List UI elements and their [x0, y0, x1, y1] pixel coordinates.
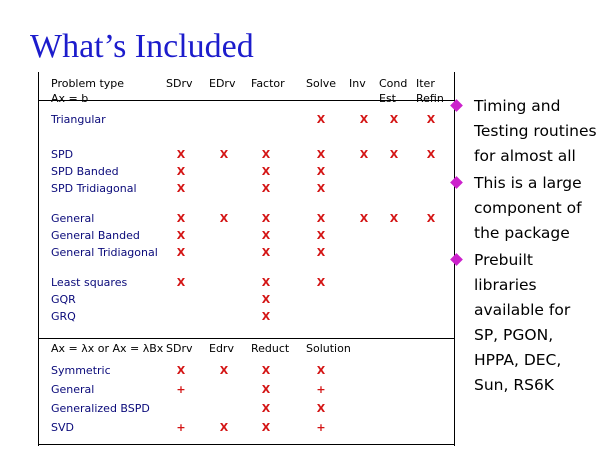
table-bottom-rule [39, 444, 454, 445]
row-label: SPD Tridiagonal [51, 182, 137, 195]
support-mark: X [219, 364, 229, 377]
bullet-item [450, 171, 598, 246]
support-mark: X [359, 148, 369, 161]
bullet-list [450, 94, 598, 400]
row-label: SPD Banded [51, 165, 119, 178]
support-mark: X [316, 165, 326, 178]
support-mark: X [176, 276, 186, 289]
support-mark: X [261, 276, 271, 289]
column-header: Solution [306, 342, 351, 355]
support-mark: + [316, 383, 326, 396]
support-mark: X [261, 310, 271, 323]
support-mark: X [426, 212, 436, 225]
support-mark: X [261, 148, 271, 161]
support-mark: X [176, 246, 186, 259]
support-mark: X [316, 113, 326, 126]
support-mark: X [426, 113, 436, 126]
bullet-text: Prebuilt libraries available for SP, PGON, HPPA, DEC, Sun, RS6K [474, 251, 571, 394]
column-header: SDrv [166, 77, 193, 90]
support-mark: X [261, 402, 271, 415]
support-mark: X [261, 383, 271, 396]
support-mark: X [261, 421, 271, 434]
eigen-problem-header: Ax = λx or Ax = λBx [51, 342, 164, 355]
support-mark: X [261, 212, 271, 225]
support-mark: + [176, 383, 186, 396]
support-mark: X [389, 148, 399, 161]
row-label: General [51, 212, 95, 225]
support-mark: X [316, 182, 326, 195]
support-mark: X [219, 421, 229, 434]
column-header: Edrv [209, 342, 234, 355]
bullet-item [450, 94, 598, 169]
column-header: Reduct [251, 342, 290, 355]
support-mark: X [316, 212, 326, 225]
column-header: Factor [251, 77, 285, 90]
bullet-text: Timing and Testing routines for almost all [474, 97, 597, 165]
support-mark: X [426, 148, 436, 161]
support-mark: X [359, 212, 369, 225]
slide-title: What’s Included [30, 28, 254, 65]
row-label: General Banded [51, 229, 140, 242]
problem-type-sub: Ax = b [51, 92, 89, 105]
support-mark: X [176, 165, 186, 178]
column-header: Iter [416, 77, 435, 90]
row-label: GRQ [51, 310, 76, 323]
support-mark: X [316, 364, 326, 377]
support-mark: X [389, 212, 399, 225]
support-mark: X [176, 364, 186, 377]
column-header: Cond [379, 77, 408, 90]
column-header-line2: Refin [416, 92, 444, 105]
row-label: GQR [51, 293, 76, 306]
column-header: EDrv [209, 77, 236, 90]
support-mark: X [176, 148, 186, 161]
diamond-bullet-icon [450, 176, 463, 189]
row-label: Symmetric [51, 364, 111, 377]
support-mark: X [176, 212, 186, 225]
support-mark: X [316, 246, 326, 259]
column-header: Inv [349, 77, 366, 90]
problem-type-header: Problem type [51, 77, 125, 90]
support-mark: X [219, 148, 229, 161]
support-mark: X [261, 364, 271, 377]
support-mark: X [261, 165, 271, 178]
diamond-bullet-icon [450, 99, 463, 112]
support-mark: X [389, 113, 399, 126]
support-mark: X [219, 212, 229, 225]
row-label: Triangular [51, 113, 106, 126]
support-mark: X [261, 182, 271, 195]
diamond-bullet-icon [450, 253, 463, 266]
support-mark: + [316, 421, 326, 434]
support-mark: X [176, 229, 186, 242]
support-mark: X [316, 229, 326, 242]
column-header: Solve [306, 77, 337, 90]
support-mark: X [261, 293, 271, 306]
support-mark: + [176, 421, 186, 434]
row-label: Generalized BSPD [51, 402, 150, 415]
support-mark: X [316, 276, 326, 289]
row-label: SPD [51, 148, 74, 161]
bullet-item [450, 248, 598, 398]
row-label: Least squares [51, 276, 128, 289]
support-mark: X [261, 229, 271, 242]
column-header-line2: Est [379, 92, 396, 105]
section-divider [39, 338, 454, 339]
support-mark: X [316, 402, 326, 415]
column-header: SDrv [166, 342, 193, 355]
support-mark: X [359, 113, 369, 126]
support-mark: X [261, 246, 271, 259]
included-table [38, 72, 455, 446]
row-label: General Tridiagonal [51, 246, 158, 259]
row-label: SVD [51, 421, 74, 434]
support-mark: X [176, 182, 186, 195]
row-label: General [51, 383, 95, 396]
bullet-text: This is a large component of the package [474, 174, 582, 242]
support-mark: X [316, 148, 326, 161]
